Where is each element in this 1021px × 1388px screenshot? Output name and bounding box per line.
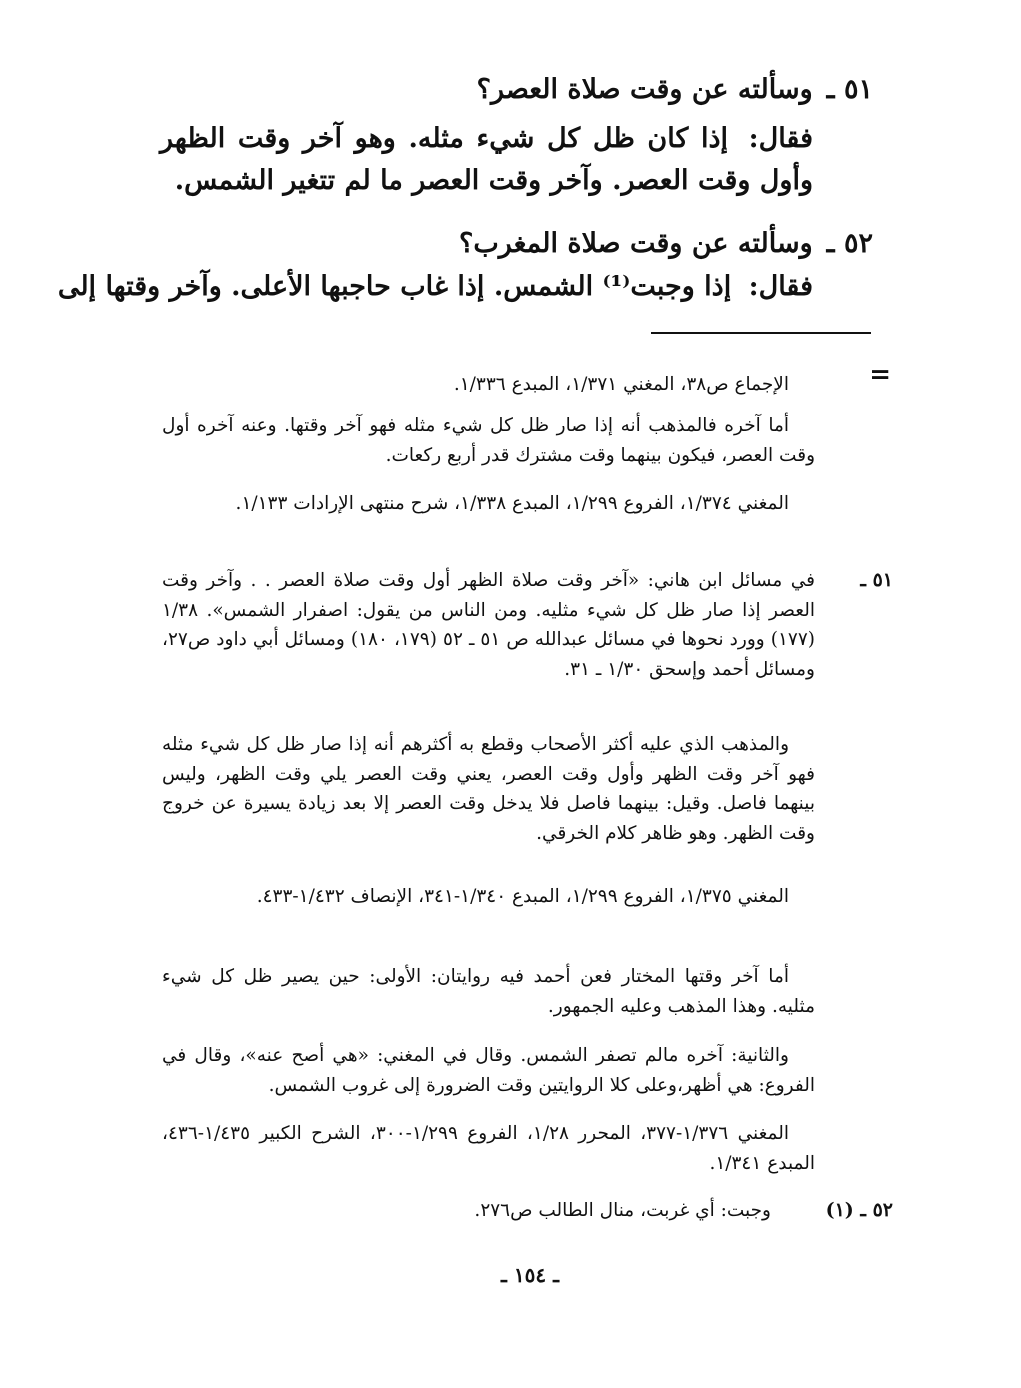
page-number: ـ ١٥٤ ـ — [501, 1263, 559, 1287]
answer-text: إذا وجبت⁽¹⁾ الشمس. إذا غاب حاجبها الأعلى. وآخر وقتها إلى — [57, 271, 732, 302]
question-51 — [133, 72, 873, 108]
footnote-separator — [651, 332, 871, 334]
footnote-paragraph: في مسائل ابن هاني: «آخر وقت صلاة الظهر أول وقت صلاة العصر . . وآخر وقت العصر إذا صار ظل كل شيء مثليه. ومن الناس من يقول: اصفرار الشمس». ١/٣٨ (١٧٧) وورد نحوها في مسائل عبدالله ص ٥١ ـ ٥٢ (١٧٩، ١٨٠) ومسائل أبي داود ص٢٧، ومسائل أحمد وإسحق ١/٣٠ ـ ٣١. — [162, 570, 815, 680]
footnote-number-51: ٥١ ـ — [860, 569, 893, 591]
footnote-paragraph: الإجماع ص٣٨، المغني ١/٣٧١، المبدع ١/٣٣٦. — [453, 374, 789, 395]
answer-51 — [160, 118, 813, 202]
question-text: وسألته عن وقت صلاة العصر؟ — [476, 74, 813, 105]
answer-label: فقال: — [748, 123, 813, 154]
footnote-paragraph: والمذهب الذي عليه أكثر الأصحاب وقطع به أكثرهم أنه إذا صار ظل كل شيء مثله فهو آخر وقت الظهر وأول وقت العصر، يعني وقت العصر يلي وقت الظهر، وليس بينهما فاصل. وقيل: بينهما فاصل فلا يدخل وقت العصر إلا بعد زيادة يسيرة عن خروج وقت الظهر. وهو ظاهر كلام الخرقي. — [162, 734, 815, 844]
footnote-number-52: ٥٢ ـ (١) — [825, 1199, 893, 1221]
answer-52 — [57, 266, 813, 308]
footnote-paragraph: المغني ١/٣٧٤، الفروع ١/٢٩٩، المبدع ١/٣٣٨، شرح منتهى الإرادات ١/١٣٣. — [235, 493, 789, 514]
footnote-paragraph: المغني ١/٣٧٥، الفروع ١/٢٩٩، المبدع ١/٣٤٠-٣٤١، الإنصاف ١/٤٣٢-٤٣٣. — [256, 886, 789, 907]
footnote-paragraph: المغني ١/٣٧٦-٣٧٧، المحرر ١/٢٨، الفروع ١/٢٩٩-٣٠٠، الشرح الكبير ١/٤٣٥-٤٣٦، المبدع ١/٣٤١. — [162, 1123, 815, 1174]
question-number: ٥١ ـ — [826, 74, 873, 105]
footnote-paragraph: أما آخر وقتها المختار فعن أحمد فيه روايتان: الأولى: حين يصير ظل كل شيء مثليه. وهذا المذهب وعليه الجمهور. — [162, 966, 815, 1017]
question-52 — [133, 226, 873, 262]
footnote-paragraph: والثانية: آخره مالم تصفر الشمس. وقال في المغني: «هي أصح عنه»، وقال في الفروع: هي أظهر،وعلى كلا الروايتين وقت الضرورة إلى غروب الشمس. — [162, 1045, 815, 1096]
question-text: وسألته عن وقت صلاة المغرب؟ — [459, 228, 813, 259]
footnote-paragraph: وجبت: أي غربت، منال الطالب ص٢٧٦. — [474, 1200, 771, 1221]
continuation-mark: = — [869, 360, 891, 390]
answer-label: فقال: — [748, 271, 813, 302]
answer-text: إذا كان ظل كل شيء مثله. وهو آخر وقت الظهر وأول وقت العصر. وآخر وقت العصر ما لم تتغير الشمس. — [160, 123, 813, 196]
footnote-paragraph: أما آخره فالمذهب أنه إذا صار ظل كل شيء مثله فهو آخر وقتها. وعنه آخره أول وقت العصر، فيكون بينهما وقت مشترك قدر أربع ركعات. — [162, 415, 815, 466]
question-number: ٥٢ ـ — [826, 228, 873, 259]
